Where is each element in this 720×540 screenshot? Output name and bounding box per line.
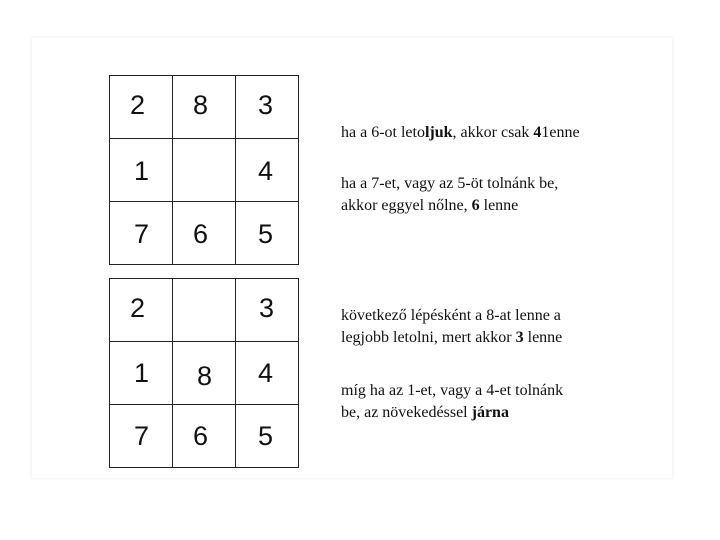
- grid-cell: [110, 202, 173, 265]
- grid-cell: [236, 279, 299, 342]
- note-next-step: [341, 305, 562, 349]
- note-text: lenne: [479, 197, 519, 214]
- note-move-6: [341, 122, 580, 144]
- tile-number: 8: [193, 90, 209, 120]
- grid-cell: [110, 76, 173, 139]
- grid-cell: [236, 405, 299, 468]
- tile-number: 7: [134, 421, 150, 451]
- grid-row: [110, 279, 299, 342]
- tile-number: 7: [134, 219, 150, 249]
- note-bold-number: 6: [471, 197, 480, 214]
- note-text: lenne: [523, 329, 563, 346]
- grid-cell: [110, 139, 173, 202]
- grid-cell: [236, 342, 299, 405]
- note-line: [341, 380, 563, 402]
- tile-number: 6: [193, 421, 209, 451]
- note-line: [341, 402, 563, 424]
- grid-cell: [173, 76, 236, 139]
- note-bold-number: 4: [533, 124, 542, 141]
- tile-number: 3: [258, 90, 274, 120]
- tile-number: 3: [259, 293, 275, 323]
- note-text: akkor eggyel nőlne,: [341, 197, 472, 214]
- tile-number: 6: [193, 219, 209, 249]
- grid-cell: [236, 139, 299, 202]
- puzzle-grid-before: [109, 75, 299, 265]
- grid-row: [110, 76, 299, 139]
- grid-row: [110, 405, 299, 468]
- tile-number: 4: [258, 156, 274, 186]
- note-text: be, az növekedéssel: [341, 404, 472, 421]
- grid-cell: [173, 405, 236, 468]
- grid-cell-empty: [173, 139, 236, 202]
- note-bold-text: járna: [471, 404, 509, 421]
- note-text: 1enne: [541, 124, 580, 141]
- note-text: ha a 6-ot leto: [341, 124, 425, 141]
- grid-cell: [173, 202, 236, 265]
- note-text: ha a 7-et, vagy az 5-öt tolnánk be,: [341, 175, 559, 192]
- grid-cell: [110, 279, 173, 342]
- grid-row: [110, 342, 299, 405]
- note-line: [341, 327, 562, 349]
- note-line: [341, 195, 558, 217]
- tile-number: 1: [134, 358, 150, 388]
- tile-number: 2: [130, 293, 146, 323]
- note-line: [341, 305, 562, 327]
- grid-cell: [173, 342, 236, 405]
- grid-cell: [110, 405, 173, 468]
- note-line: [341, 173, 558, 195]
- note-move-1-or-4: [341, 380, 563, 424]
- note-bold-text: ljuk: [424, 124, 453, 141]
- note-text: míg ha az 1-et, vagy a 4-et tolnánk: [341, 382, 564, 399]
- tile-number: 1: [134, 156, 150, 186]
- tile-number: 4: [258, 358, 274, 388]
- grid-cell: [236, 76, 299, 139]
- note-text: legjobb letolni, mert akkor: [341, 329, 516, 346]
- tile-number: 5: [258, 219, 274, 249]
- tile-number: 2: [130, 90, 146, 120]
- tile-number: 5: [258, 421, 274, 451]
- note-text: következő lépésként a 8-at lenne a: [341, 307, 561, 324]
- grid-cell: [110, 342, 173, 405]
- grid-cell-empty: [173, 279, 236, 342]
- note-move-7-or-5: [341, 173, 558, 217]
- puzzle-grid-after: [109, 278, 299, 468]
- note-bold-number: 3: [515, 329, 524, 346]
- tile-number: 8: [197, 361, 213, 391]
- grid-cell: [236, 202, 299, 265]
- grid-row: [110, 202, 299, 265]
- note-text: , akkor csak: [452, 124, 534, 141]
- grid-row: [110, 139, 299, 202]
